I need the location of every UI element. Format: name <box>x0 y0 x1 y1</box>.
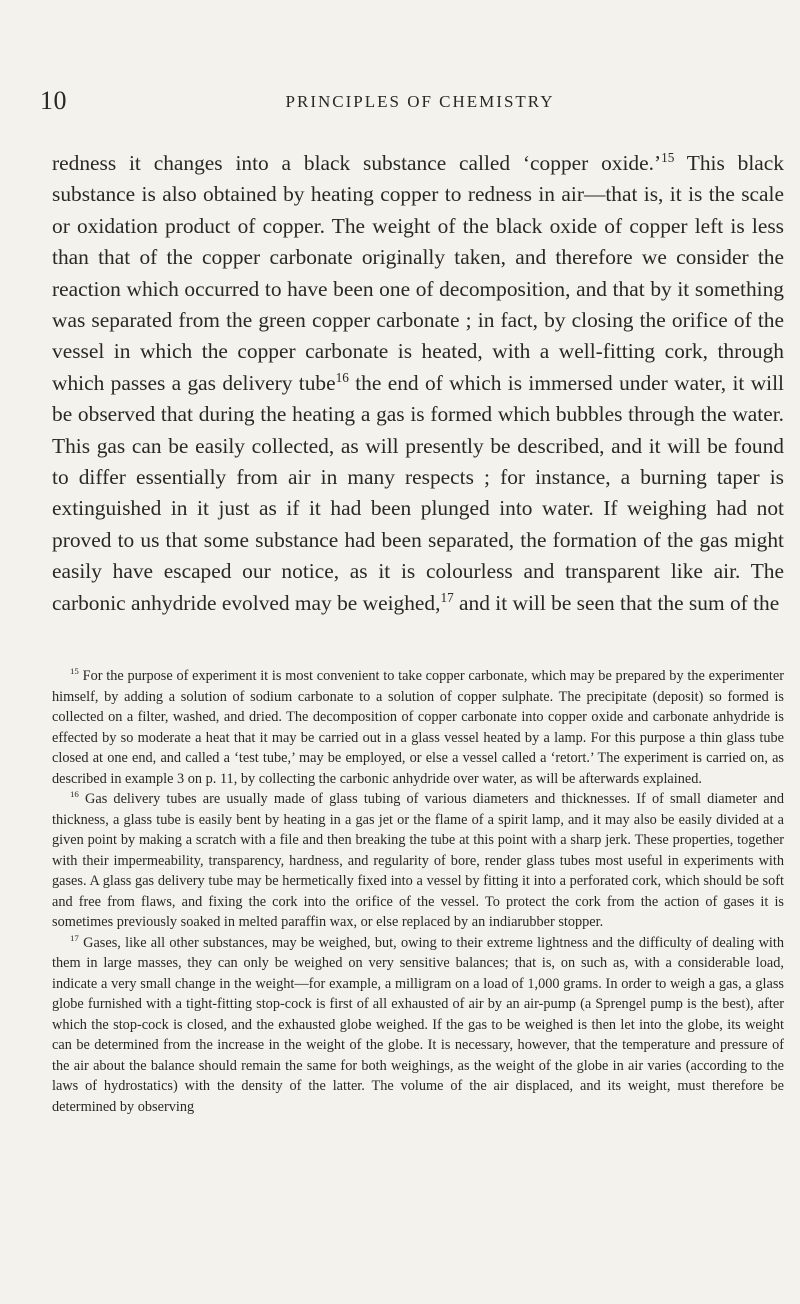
footnote-text: Gas delivery tubes are usually made of glass tubing of various diameters and thicknesses. If of small diameter and thickness, a glass tube is easily bent by heating in a gas jet or the flame of a spirit lamp, and it may also be easily divided at a given point by making a scratch with a file and then breaking the tube at this point with a sharp jerk. These properties, together with their impermeability, transparency, hardness, and regularity of bore, render glass tubes most useful in experiments with gases. A glass gas delivery tube may be hermetically fixed into a vessel by fitting it into a perforated cork, which should be soft and free from flaws, and fixing the cork into the orifice of the vessel. To protect the cork from the action of gases it is sometimes previously soaked in melted paraffin wax, or else replaced by an indiarubber stopper. <box>52 791 784 930</box>
footnote <box>52 789 784 933</box>
footnote-number: 15 <box>70 666 79 677</box>
body-text-segment: and it will be seen that the sum of the <box>453 590 780 615</box>
body-text-segment: the end of which is immersed under water, it will be observed that during the heating a gas is formed which bubbles through the water. This gas can be easily collected, as will presently be described, and it will be found to differ essentially from air in many respects ; for instance, a burning taper is extinguished in it just as if it had been plunged into water. If weighing had not proved to us that some substance had been separated, the formation of the gas might easily have escaped our notice, as it is colourless and transparent like air. The carbonic anhydride evolved may be weighed, <box>52 370 784 615</box>
footnote-text: Gases, like all other substances, may be weighed, but, owing to their extreme lightness and the difficulty of dealing with them in large masses, they can only be weighed on very sensitive balances; that is, on such as, with a considerable load, indicate a very small change in the weight—for example, a milligram on a load of 1,000 grams. In order to weigh a gas, a glass globe furnished with a tight-fitting stop-cock is first of all exhausted of air by an air-pump (a Sprengel pump is the best), after which the stop-cock is closed, and the exhausted globe weighed. If the gas to be weighed is then let into the globe, its weight can be determined from the increase in the weight of the globe. It is necessary, however, that the temperature and pressure of the air about the balance should remain the same for both weighings, as the weight of the globe in air varies (according to the laws of hydrostatics) with the density of the latter. The volume of the air displaced, and its weight, must therefore be determined by observing <box>52 934 784 1115</box>
body-paragraph <box>52 148 784 619</box>
footnote-number: 16 <box>70 789 79 800</box>
running-head: PRINCIPLES OF CHEMISTRY <box>285 92 555 111</box>
footnote-ref: 16 <box>335 369 349 385</box>
body-text-segment: redness it changes into a black substance called ‘copper oxide.’ <box>52 151 662 175</box>
footnote <box>52 933 784 1118</box>
footnote-ref: 15 <box>661 149 675 165</box>
footnote-ref: 17 <box>440 589 454 605</box>
body-text-segment: This black substance is also obtained by heating copper to redness in air—that is, it is the scale or oxidation product of copper. The weight of the black oxide of copper left is less than that of the copper carbonate originally taken, and therefore we consider the reaction which occurred to have been one of decomposition, and that by it something was separated from the green copper carbonate ; in fact, by closing the orifice of the vessel in which the copper carbonate is heated, with a well-fitting cork, through which passes a gas delivery tube <box>52 151 784 395</box>
footnote-text: For the purpose of experiment it is most convenient to take copper carbonate, which may be prepared by the experimenter himself, by adding a solution of sodium carbonate to a solution of copper sulphate. The precipitate (deposit) so formed is collected on a filter, washed, and dried. The decomposition of copper carbonate into copper oxide and carbonate anhydride is effected by so moderate a heat that it may be carried out in a glass vessel heated by a lamp. For this purpose a thin glass tube closed at one end, and called a ‘test tube,’ may be employed, or else a vessel called a ‘retort.’ The experiment is carried on, as described in example 3 on p. 11, by collecting the carbonic anhydride over water, as will be afterwards explained. <box>52 668 784 787</box>
footnote <box>52 666 784 789</box>
footnote-number: 17 <box>70 932 79 943</box>
footnotes <box>52 666 784 1117</box>
page-number: 10 <box>40 86 67 115</box>
page-header <box>40 86 800 122</box>
